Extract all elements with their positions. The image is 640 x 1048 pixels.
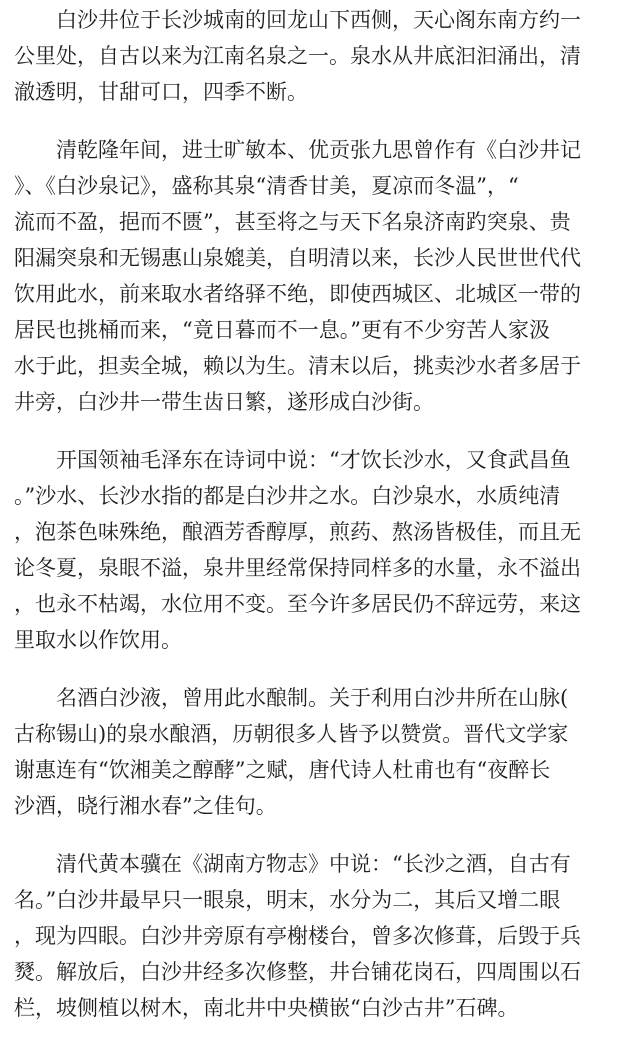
text-line: ，泡茶色味殊绝，酿酒芳香醇厚，煎药、熬汤皆极佳，而且无	[14, 520, 581, 544]
text-line: 清乾隆年间，进士旷敏本、优贡张九思曾作有《白沙井记	[56, 138, 581, 162]
text-line: 井旁，白沙井一带生齿日繁，遂形成白沙街。	[14, 390, 434, 414]
text-line: 燹。解放后，白沙井经多次修整，井台铺花岗石，四周围以石	[14, 960, 581, 984]
text-line: 谢惠连有“饮湘美之醇酵”之赋，唐代诗人杜甫也有“夜醉长	[14, 758, 551, 782]
text-line: 。”沙水、长沙水指的都是白沙井之水。白沙泉水，水质纯清	[14, 484, 561, 508]
text-line: 居民也挑桶而来，“竟日暮而不一息。”更有不少穷苦人家汲	[14, 318, 550, 342]
text-line: 沙酒，晓行湘水春”之佳句。	[14, 794, 277, 818]
text-line: 古称锡山)的泉水酿酒，历朝很多人皆予以赞赏。晋代文学家	[14, 722, 569, 746]
article-body	[14, 2, 634, 1048]
text-line: 名酒白沙液，曾用此水酿制。关于利用白沙井所在山脉(	[56, 686, 569, 710]
paragraph	[14, 680, 634, 824]
text-line: 水于此，担卖全城，赖以为生。清末以后，挑卖沙水者多居于	[14, 354, 581, 378]
text-line: 名。”白沙井最早只一眼泉，明末，水分为二，其后又增二眼	[14, 888, 561, 912]
text-line: 饮用此水，前来取水者络驿不绝，即使西城区、北城区一带的	[14, 282, 581, 306]
text-line: 白沙井位于长沙城南的回龙山下西侧，天心阁东南方约一	[56, 8, 581, 32]
text-line: 论冬夏，泉眼不溢，泉井里经常保持同样多的水量，永不溢出	[14, 556, 581, 580]
paragraph	[14, 442, 634, 658]
text-line: 栏，坡侧植以树木，南北井中央横嵌“白沙古井”石碑。	[14, 996, 519, 1020]
text-line: 清代黄本骥在《湖南方物志》中说：“长沙之酒，自古有	[56, 852, 571, 876]
paragraph	[14, 2, 634, 110]
text-line: 开国领袖毛泽东在诗词中说：“才饮长沙水，又食武昌鱼	[56, 448, 571, 472]
text-line: 阳漏突泉和无锡惠山泉媲美，自明清以来，长沙人民世世代代	[14, 246, 581, 270]
paragraph	[14, 846, 634, 1026]
paragraph	[14, 132, 634, 420]
text-line: 澈透明，甘甜可口，四季不断。	[14, 80, 308, 104]
text-line: ，现为四眼。白沙井旁原有亭榭楼台，曾多次修葺，后毁于兵	[14, 924, 581, 948]
text-line: 流而不盈，挹而不匮”，甚至将之与天下名泉济南趵突泉、贵	[14, 210, 571, 234]
text-line: 》、《白沙泉记》，盛称其泉“清香甘美，夏凉而冬温”，“	[14, 174, 519, 198]
text-line: ，也永不枯竭，水位用不变。至今许多居民仍不辞远劳，来这	[14, 592, 581, 616]
text-line: 里取水以作饮用。	[14, 628, 182, 652]
text-line: 公里处，自古以来为江南名泉之一。泉水从井底汩汩涌出，清	[14, 44, 581, 68]
